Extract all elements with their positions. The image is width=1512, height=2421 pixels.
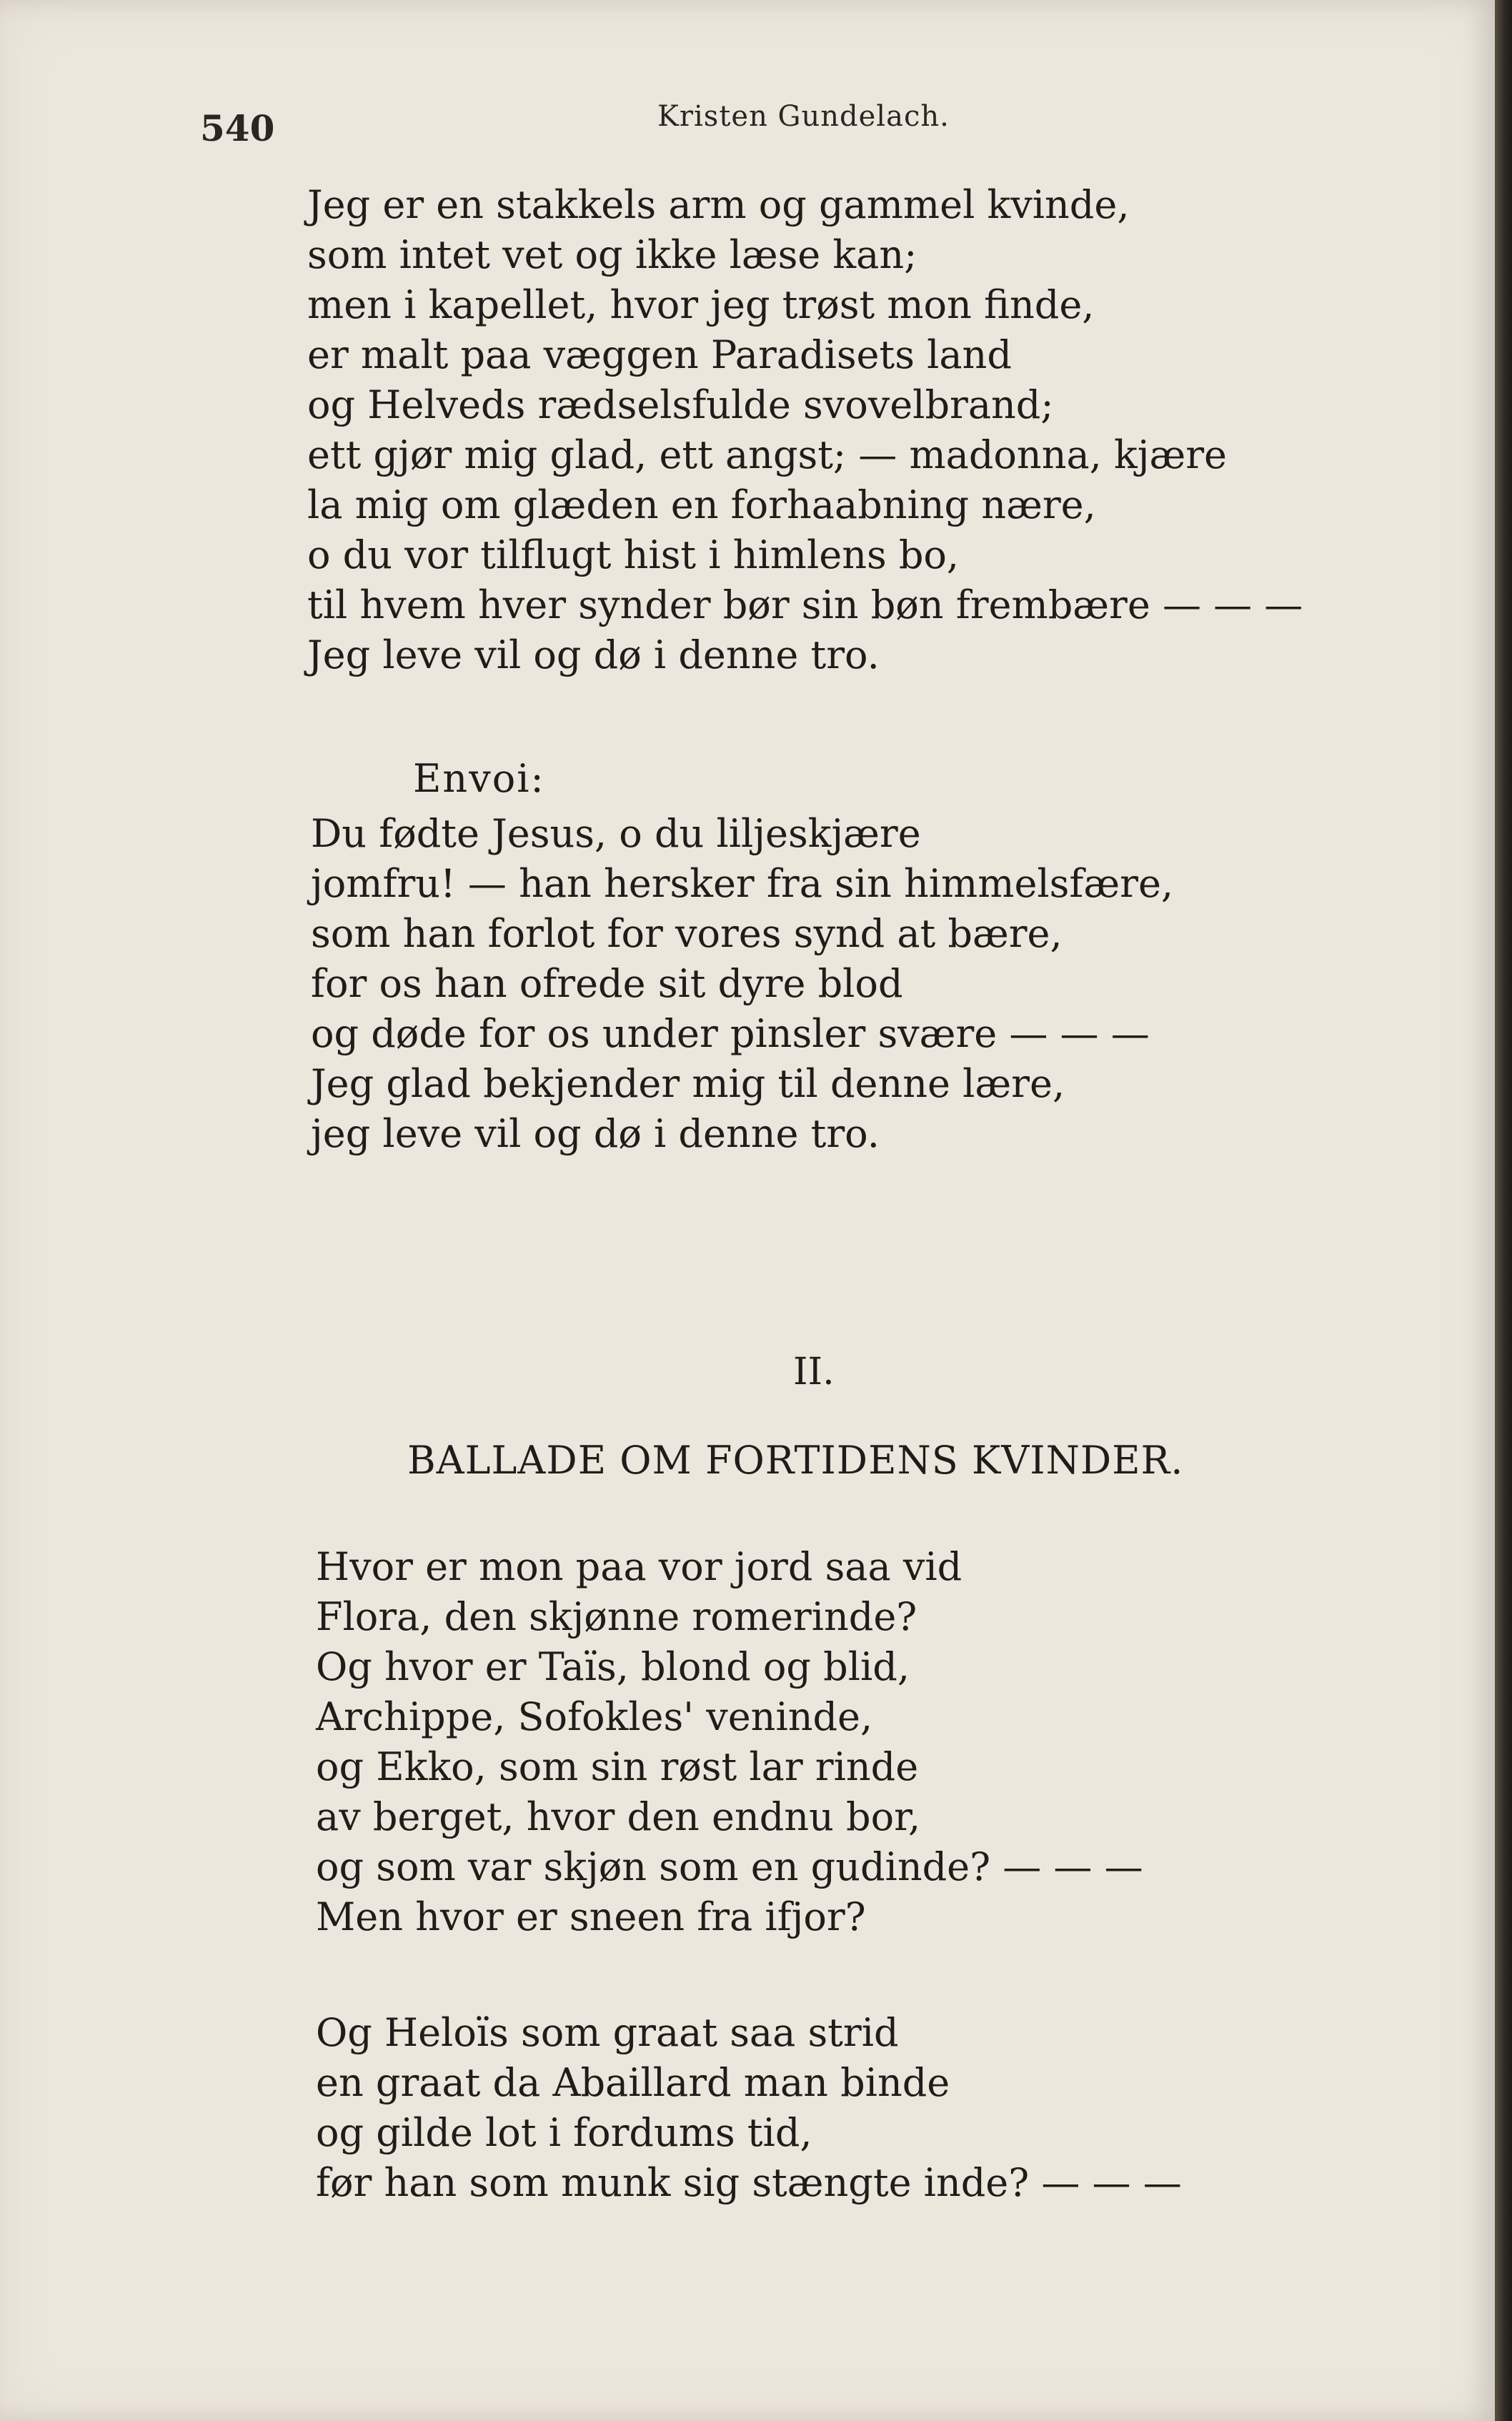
verse-line: ett gjør mig glad, ett angst; — madonna, kjære (307, 432, 1228, 477)
envoi-label: Envoi: (413, 756, 545, 801)
verse-line: Flora, den skjønne romerinde? (316, 1594, 917, 1639)
verse-line: men i kapellet, hvor jeg trøst mon finde, (307, 282, 1095, 327)
running-head: Kristen Gundelach. (657, 100, 950, 133)
verse-line: Archippe, Sofokles' veninde, (316, 1694, 873, 1739)
book-spine-edge (1495, 0, 1512, 2421)
verse-line: og gilde lot i fordums tid, (316, 2110, 812, 2155)
verse-line: jeg leve vil og dø i denne tro. (311, 1111, 880, 1156)
verse-line: som intet vet og ikke læse kan; (307, 232, 917, 277)
verse-line: for os han ofrede sit dyre blod (311, 961, 903, 1006)
verse-line: Og hvor er Taïs, blond og blid, (316, 1644, 910, 1689)
verse-line: Og Heloïs som graat saa strid (316, 2010, 899, 2055)
verse-line: og som var skjøn som en gudinde? — — — (316, 1844, 1143, 1889)
verse-line: Jeg leve vil og dø i denne tro. (307, 632, 880, 677)
ballade-stanza (307, 180, 1303, 680)
verse-line: til hvem hver synder bør sin bøn frembære — — — (307, 582, 1303, 627)
verse-line: som han forlot for vores synd at bære, (311, 911, 1063, 956)
verse-line: er malt paa væggen Paradisets land (307, 332, 1012, 377)
ballade-stanza (316, 2008, 1182, 2208)
ballade-stanza (316, 1542, 1143, 1942)
verse-line: Men hvor er sneen fra ifjor? (316, 1894, 866, 1939)
verse-line: før han som munk sig stængte inde? — — — (316, 2160, 1182, 2205)
envoi-stanza (311, 809, 1173, 1159)
verse-line: av berget, hvor den endnu bor, (316, 1794, 921, 1839)
verse-line: og døde for os under pinsler svære — — — (311, 1011, 1150, 1056)
verse-line: Hvor er mon paa vor jord saa vid (316, 1544, 963, 1589)
verse-line: Jeg er en stakkels arm og gammel kvinde, (307, 182, 1130, 227)
verse-line: o du vor tilflugt hist i himlens bo, (307, 532, 960, 577)
verse-line: og Helveds rædselsfulde svovelbrand; (307, 382, 1054, 427)
page-number: 540 (200, 107, 275, 149)
section-number: II. (793, 1351, 835, 1393)
verse-line: Du fødte Jesus, o du liljeskjære (311, 811, 921, 856)
verse-line: og Ekko, som sin røst lar rinde (316, 1744, 919, 1789)
verse-line: jomfru! — han hersker fra sin himmelsfære, (311, 861, 1174, 906)
verse-line: en graat da Abaillard man binde (316, 2060, 950, 2105)
section-title: BALLADE OM FORTIDENS KVINDER. (407, 1438, 1184, 1483)
verse-line: Jeg glad bekjender mig til denne lære, (311, 1061, 1065, 1106)
verse-line: la mig om glæden en forhaabning nære, (307, 482, 1096, 527)
